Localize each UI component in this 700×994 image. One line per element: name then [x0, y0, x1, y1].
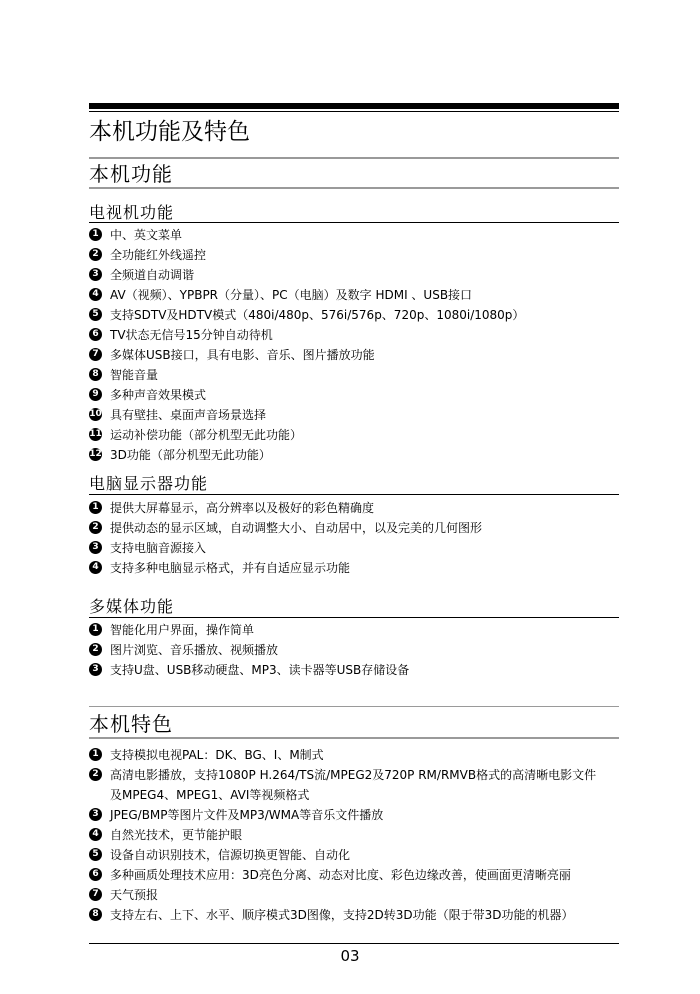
list-item: 9 多种声音效果模式: [89, 385, 624, 405]
list-item: 6 TV状态无信号15分钟自动待机: [89, 325, 624, 345]
subsection-title-media: 多媒体功能: [89, 597, 175, 616]
list-item: 4 自然光技术，更节能护眼: [89, 825, 624, 845]
page-number: 03: [340, 947, 360, 965]
header-rule-thick: [89, 103, 619, 109]
number-badge: 7: [89, 348, 102, 361]
list-item: 5 支持SDTV及HDTV模式（480i/480p、576i/576p、720p、1080i/1080p）: [89, 305, 624, 325]
number-badge: 12: [89, 449, 102, 459]
list-item: 1 中、英文菜单: [89, 225, 624, 245]
list-item: 2 高清电影播放，支持1080P H.264/TS流/MPEG2及720P RM/RMVB格式的高清晰电影文件 及MPEG4、MPEG1、AVI等视频格式: [89, 765, 624, 805]
page-title: 本机功能及特色: [89, 119, 250, 145]
number-badge: 6: [89, 328, 102, 341]
number-badge: 4: [89, 288, 102, 301]
list-item: 1 支持模拟电视PAL：DK、BG、I、M制式: [89, 745, 624, 765]
section-rule: [89, 737, 619, 739]
subsection-rule: [89, 617, 619, 618]
number-badge: 2: [89, 768, 102, 781]
number-badge: 5: [89, 308, 102, 321]
subsection-title-tv: 电视机功能: [89, 203, 175, 222]
number-badge: 9: [89, 388, 102, 401]
number-badge: 11: [89, 429, 102, 439]
pc-feature-list: [89, 498, 624, 578]
characteristics-list: [89, 745, 624, 925]
list-item: 3 支持电脑音源接入: [89, 538, 624, 558]
subsection-rule: [89, 494, 619, 495]
list-item: 5 设备自动识别技术，信源切换更智能、自动化: [89, 845, 624, 865]
list-item: 3 JPEG/BMP等图片文件及MP3/WMA等音乐文件播放: [89, 805, 624, 825]
list-item: 2 图片浏览、音乐播放、视频播放: [89, 640, 624, 660]
list-item: 4 支持多种电脑显示格式，并有自适应显示功能: [89, 558, 624, 578]
number-badge: 2: [89, 521, 102, 534]
page-title-rule: [89, 157, 619, 159]
list-item: 8 智能音量: [89, 365, 624, 385]
subsection-title-pc: 电脑显示器功能: [89, 474, 209, 493]
list-item: 1 提供大屏幕显示，高分辨率以及极好的彩色精确度: [89, 498, 624, 518]
list-item: 2 提供动态的显示区域，自动调整大小、自动居中，以及完美的几何图形: [89, 518, 624, 538]
number-badge: 4: [89, 828, 102, 841]
section-title-characteristics: 本机特色: [89, 712, 173, 736]
number-badge: 6: [89, 868, 102, 881]
list-item: 7 多媒体USB接口，具有电影、音乐、图片播放功能: [89, 345, 624, 365]
list-item: 1 智能化用户界面，操作简单: [89, 620, 624, 640]
number-badge: 1: [89, 623, 102, 636]
number-badge: 8: [89, 908, 102, 921]
media-feature-list: [89, 620, 624, 680]
subsection-rule: [89, 222, 619, 223]
number-badge: 10: [89, 409, 102, 419]
list-item: 11 运动补偿功能（部分机型无此功能）: [89, 428, 303, 442]
number-badge: 2: [89, 248, 102, 261]
list-item: 10 具有壁挂、桌面声音场景选择: [89, 408, 267, 422]
number-badge: 3: [89, 541, 102, 554]
list-item: 12 3D功能（部分机型无此功能）: [89, 448, 271, 462]
number-badge: 8: [89, 368, 102, 381]
footer-rule: [89, 943, 619, 944]
list-item: 6 多种画质处理技术应用：3D亮色分离、动态对比度、彩色边缘改善，使画面更清晰亮丽: [89, 865, 624, 885]
number-badge: 1: [89, 228, 102, 241]
list-item: 3 全频道自动调谐: [89, 265, 624, 285]
list-item: 3 支持U盘、USB移动硬盘、MP3、读卡器等USB存储设备: [89, 660, 624, 680]
section-title-features: 本机功能: [89, 162, 173, 186]
number-badge: 1: [89, 748, 102, 761]
number-badge: 1: [89, 501, 102, 514]
number-badge: 3: [89, 268, 102, 281]
number-badge: 7: [89, 888, 102, 901]
list-item: 7 天气预报: [89, 885, 624, 905]
list-item: 2 全功能红外线遥控: [89, 245, 624, 265]
tv-feature-list: [89, 225, 624, 465]
number-badge: 4: [89, 561, 102, 574]
header-rule-thin: [89, 111, 619, 112]
number-badge: 2: [89, 643, 102, 656]
number-badge: 5: [89, 848, 102, 861]
number-badge: 3: [89, 808, 102, 821]
number-badge: 3: [89, 663, 102, 676]
section-rule: [89, 187, 619, 189]
list-item: 4 AV（视频）、YPBPR（分量）、PC（电脑）及数字 HDMI 、USB接口: [89, 285, 624, 305]
section-rule: [89, 706, 619, 707]
list-item: 8 支持左右、上下、水平、顺序模式3D图像，支持2D转3D功能（限于带3D功能的机器）: [89, 905, 624, 925]
